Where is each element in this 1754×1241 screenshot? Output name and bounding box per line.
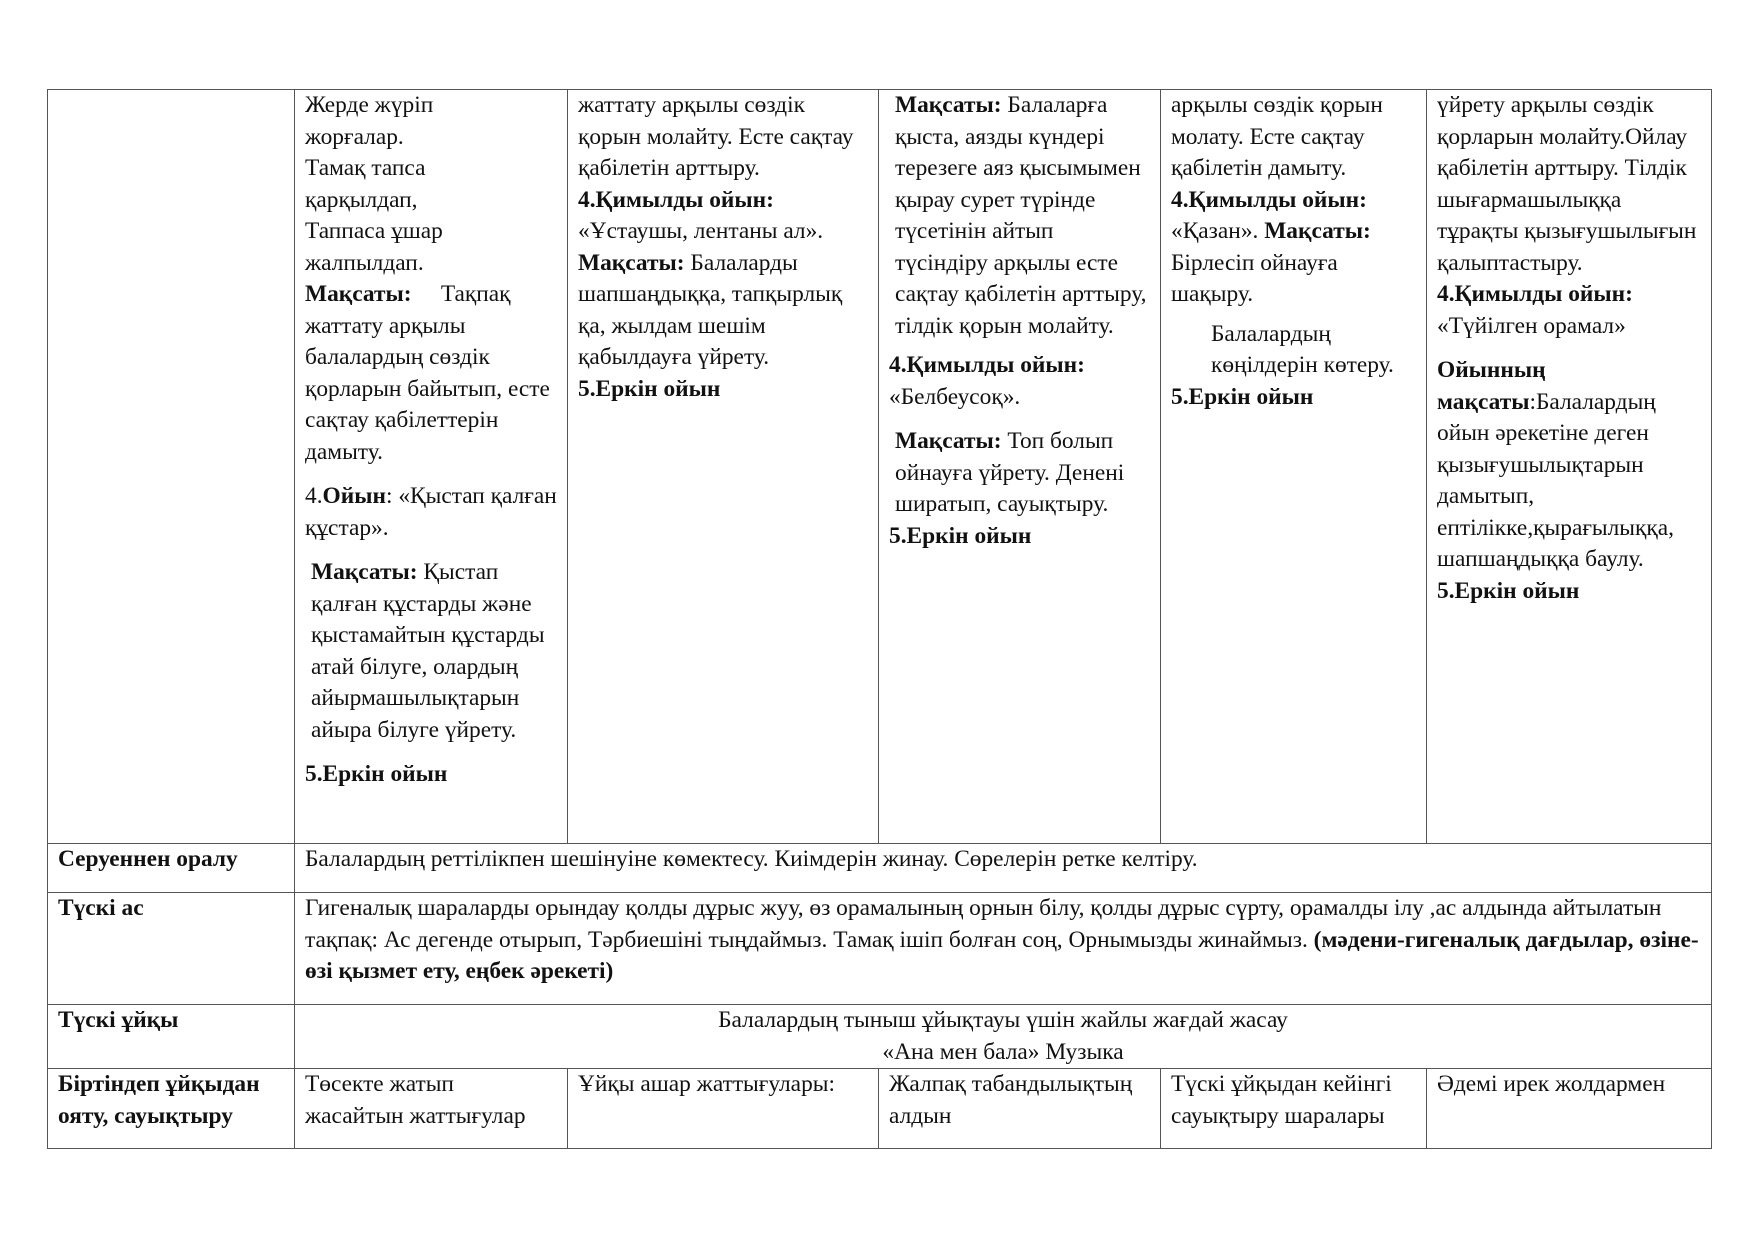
activity-day3-cell <box>879 90 1161 844</box>
free-play-label: 5.Еркін ойын <box>305 761 448 787</box>
game-text: «Ұстаушы, лентаны ал». <box>578 218 824 244</box>
lunch-cell <box>295 893 1712 1005</box>
free-play-label: 5.Еркін ойын <box>578 375 721 402</box>
poem-line: Жерде жүріп <box>305 92 434 118</box>
intro-text: жаттату арқылы сөздік қорын молайту. Есте сақтау қабілетін арттыру. <box>578 92 854 181</box>
daily-plan-table <box>47 89 1712 1149</box>
goal-paragraph <box>578 248 868 374</box>
activity-row-label <box>48 90 295 844</box>
activity-day4-cell <box>1161 90 1427 844</box>
game-paragraph <box>578 185 868 248</box>
nap-row <box>48 1005 1712 1069</box>
nap-line: Балалардың тыныш ұйықтауы үшін жайлы жағдай жасау <box>718 1007 1288 1033</box>
game-text: «Түйілген орамал» <box>1437 312 1626 339</box>
game-paragraph <box>305 481 557 544</box>
poem-line: қарқылдап, <box>305 186 418 213</box>
wakeup-day3-cell: Жалпақ табандылықтың алдын <box>879 1069 1161 1149</box>
return-walk-row <box>48 844 1712 893</box>
wakeup-row <box>48 1069 1712 1149</box>
game-text: «Белбеусоқ». <box>889 383 1021 410</box>
goal-text: Тақпақ жаттату арқылы балалардың сөздік қорларын байытып, есте сақтау қабілеттерін дамыту. <box>305 281 550 465</box>
poem-line: жорғалар. <box>305 123 404 150</box>
wakeup-day4-cell: Түскі ұйқыдан кейінгі сауықтыру шаралары <box>1161 1069 1427 1149</box>
goal-paragraph <box>1437 355 1701 576</box>
intro-text: арқылы сөздік қорын молату. Есте сақтау қабілетін дамыту. <box>1171 92 1383 181</box>
goal-paragraph <box>889 90 1150 342</box>
goal-label: Мақсаты: <box>578 249 685 276</box>
goal-label: Мақсаты: <box>1264 218 1371 244</box>
poem-line: жалпылдап. <box>305 249 424 276</box>
game-paragraph <box>1437 279 1701 342</box>
game-number: 4. <box>305 483 323 509</box>
wakeup-day2-cell: Ұйқы ашар жаттығулары: <box>568 1069 879 1149</box>
game-paragraph <box>889 350 1150 413</box>
goal-label: Мақсаты: <box>895 428 1002 454</box>
game-text: «Қазан». <box>1171 218 1259 244</box>
goal-label: Мақсаты: <box>311 559 418 585</box>
row-label: Түскі ас <box>48 893 295 1005</box>
activity-row <box>48 90 1712 844</box>
goal-text: Бірлесіп ойнауға шақыру. <box>1171 249 1338 307</box>
goal-text: Балаларды шапшаңдыққа, тапқырлық қа, жылдам шешім қабылдауға үйрету. <box>578 249 843 370</box>
lunch-row <box>48 893 1712 1005</box>
row-label: Түскі ұйқы <box>48 1005 295 1069</box>
goal-text: :Балалардың ойын әрекетіне деген қызығушылықтарын дамытып, ептілікке,қырағылыққа, шапшаңдыққа баулу. <box>1437 388 1674 572</box>
lunch-skills-text: (мәдени-гигеналық дағдылар, өзіне-өзі қызмет ету, еңбек әрекеті) <box>305 926 1699 984</box>
row-label: Біртіндеп ұйқыдан ояту, сауықтыру <box>48 1069 295 1149</box>
goal-label: Мақсаты: <box>305 281 412 307</box>
game-label: Ойын <box>322 483 386 509</box>
goal-paragraph <box>889 426 1150 521</box>
return-walk-text: Балалардың реттілікпен шешінуіне көмектесу. Киімдерін жинау. Сөрелерін ретке келтіру. <box>295 844 1712 893</box>
game-label: 4.Қимылды ойын: <box>889 352 1085 378</box>
free-play-label: 5.Еркін ойын <box>889 522 1032 549</box>
goal-paragraph <box>305 279 557 468</box>
intro-text: үйрету арқылы сөздік қорларын молайту.Ойлау қабілетін арттыру. Тілдік шығармашылыққа тұрақты қызығушылығын қалыптастыру. <box>1437 92 1697 276</box>
lunch-text: Гигеналық шараларды орындау қолды дұрыс жуу, өз орамалының орнын білу, қолды дұрыс сүрту, орамалды ілу ,ас алдында айтылатын тақпақ: Ас дегенде отырып, Тәрбиешіні тыңдаймыз. Тамақ ішіп болған соң, Орнымызды жинаймыз. <box>305 895 1662 953</box>
wakeup-day5-cell: Әдемі ирек жолдармен <box>1427 1069 1712 1149</box>
goal-label: Мақсаты: <box>895 92 1002 118</box>
game-text: : «Қыстап қалған құстар». <box>305 483 557 541</box>
nap-music-line: «Ана мен бала» Музыка <box>882 1038 1124 1065</box>
poem-line: Таппаса ұшар <box>305 218 443 244</box>
goal-text: Балаларға қыста, аязды күндері терезеге аяз қысымымен қырау сурет түрінде түсетінін айтып түсіндіру арқылы есте сақтау қабілетін арттыру, тілдік қорын молайту. <box>895 92 1147 339</box>
goal-text: Топ болып ойнауға үйрету. Денені ширатып, сауықтыру. <box>895 428 1125 517</box>
goal-text: Қыстап қалған құстарды және қыстамайтын құстарды атай білуге, олардың айырмашылықтарын айыра білуге үйрету. <box>311 559 545 743</box>
game-label: 4.Қимылды ойын: <box>578 186 774 213</box>
poem-line: Тамақ тапса <box>305 155 426 181</box>
goal-paragraph <box>305 557 557 746</box>
activity-day1-cell <box>295 90 568 844</box>
game-paragraph <box>1171 185 1416 311</box>
row-label: Серуеннен оралу <box>48 844 295 893</box>
activity-day2-cell <box>568 90 879 844</box>
game-label: 4.Қимылды ойын: <box>1171 186 1367 213</box>
game-label: 4.Қимылды ойын: <box>1437 281 1633 307</box>
free-play-label: 5.Еркін ойын <box>1171 383 1314 410</box>
activity-day5-cell <box>1427 90 1712 844</box>
goal-label: Ойынның мақсаты <box>1437 357 1546 415</box>
nap-cell <box>295 1005 1712 1069</box>
free-play-label: 5.Еркін ойын <box>1437 577 1580 604</box>
mood-text: Балалардың көңілдерін көтеру. <box>1211 320 1394 378</box>
wakeup-day1-cell: Төсекте жатып жасайтын жаттығулар <box>295 1069 568 1149</box>
